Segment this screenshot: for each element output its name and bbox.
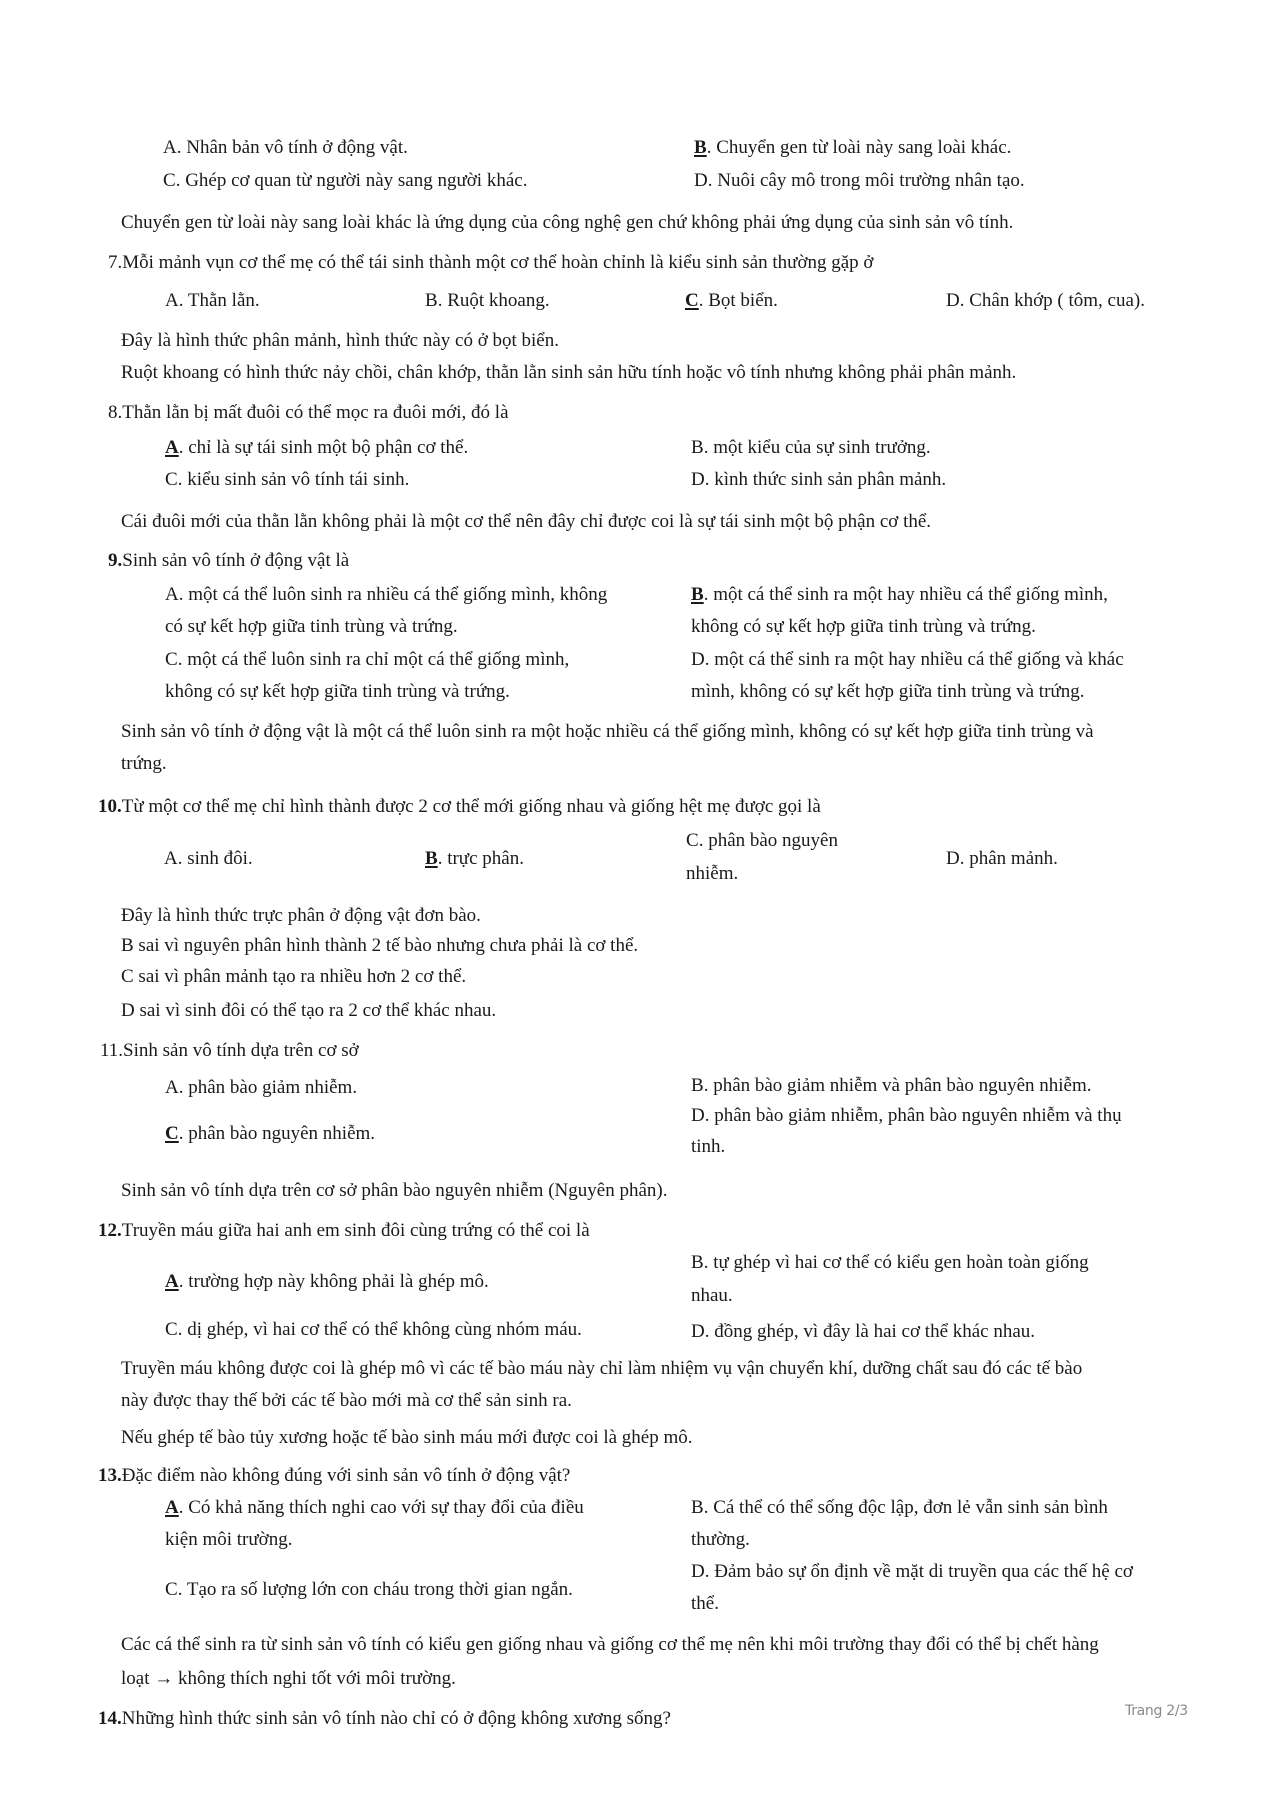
q13-option-a-line2: kiện môi trường.	[165, 1529, 293, 1550]
q10-option-d: D. phân mảnh.	[946, 848, 1058, 869]
q13-option-c: C. Tạo ra số lượng lớn con cháu trong thời gian ngắn.	[165, 1579, 573, 1600]
q9-option-a-line2: có sự kết hợp giữa tinh trùng và trứng.	[165, 616, 458, 637]
q9-option-d-line2: mình, không có sự kết hợp giữa tinh trùng và trứng.	[691, 681, 1085, 702]
q7-option-d: D. Chân khớp ( tôm, cua).	[946, 290, 1145, 311]
q11-option-b: B. phân bào giảm nhiễm và phân bào nguyên nhiễm.	[691, 1075, 1092, 1096]
q13-option-d-line2: thể.	[691, 1593, 719, 1614]
q13-option-a-correct-line1: A. Có khả năng thích nghi cao với sự thay đổi của điều	[165, 1497, 584, 1518]
q9-explanation-2: trứng.	[121, 753, 167, 774]
q12-option-a-correct: A. trường hợp này không phải là ghép mô.	[165, 1271, 489, 1292]
q6-option-a: A. Nhân bản vô tính ở động vật.	[163, 137, 408, 158]
q7-option-b: B. Ruột khoang.	[425, 290, 550, 311]
q6-option-d: D. Nuôi cây mô trong môi trường nhân tạo.	[694, 170, 1025, 191]
q8-option-c: C. kiểu sinh sản vô tính tái sinh.	[165, 469, 410, 490]
q13-option-d-line1: D. Đảm bảo sự ổn định về mặt di truyền qua các thế hệ cơ	[691, 1561, 1133, 1582]
q13-option-b-line1: B. Cá thể có thể sống độc lập, đơn lẻ vẫn sinh sản bình	[691, 1497, 1108, 1518]
q9-option-c-line2: không có sự kết hợp giữa tinh trùng và trứng.	[165, 681, 510, 702]
q8-option-b: B. một kiểu của sự sinh trưởng.	[691, 437, 931, 458]
q6-option-c: C. Ghép cơ quan từ người này sang người khác.	[163, 170, 528, 191]
q7-explanation-2: Ruột khoang có hình thức nảy chồi, chân khớp, thằn lằn sinh sản hữu tính hoặc vô tính nhưng không phải phân mảnh.	[121, 362, 1017, 383]
q10-option-c-line1: C. phân bào nguyên	[686, 830, 838, 851]
q10-question: 10.Từ một cơ thể mẹ chỉ hình thành được 2 cơ thể mới giống nhau và giống hệt mẹ được gọi là	[98, 796, 821, 817]
q13-explanation-2: loạt → không thích nghi tốt với môi trường.	[121, 1668, 456, 1689]
q8-explanation: Cái đuôi mới của thằn lằn không phải là một cơ thể nên đây chỉ được coi là sự tái sinh một bộ phận cơ thể.	[121, 511, 932, 532]
page-number: Trang 2/3	[1125, 1703, 1188, 1719]
q7-explanation-1: Đây là hình thức phân mảnh, hình thức này có ở bọt biển.	[121, 330, 559, 351]
q10-option-c-line2: nhiễm.	[686, 863, 739, 884]
q9-question: 9.Sinh sản vô tính ở động vật là	[108, 550, 350, 571]
q11-option-d-line2: tinh.	[691, 1136, 726, 1157]
q10-explanation-3: C sai vì phân mảnh tạo ra nhiều hơn 2 cơ thể.	[121, 966, 467, 987]
q11-question: 11.Sinh sản vô tính dựa trên cơ sở	[100, 1040, 359, 1061]
q7-option-a: A. Thằn lằn.	[165, 290, 260, 311]
q9-option-d-line1: D. một cá thể sinh ra một hay nhiều cá thể giống và khác	[691, 649, 1124, 670]
q12-explanation-1: Truyền máu không được coi là ghép mô vì các tế bào máu này chỉ làm nhiệm vụ vận chuyển khí, dưỡng chất sau đó các tế bào	[121, 1358, 1083, 1379]
q12-explanation-2: này được thay thế bởi các tế bào mới mà cơ thể sản sinh ra.	[121, 1390, 572, 1411]
q13-explanation-1: Các cá thể sinh ra từ sinh sản vô tính có kiểu gen giống nhau và giống cơ thể mẹ nên khi môi trường thay đổi có thể bị chết hàng	[121, 1634, 1099, 1655]
q9-option-b-line2: không có sự kết hợp giữa tinh trùng và trứng.	[691, 616, 1036, 637]
q7-option-c-correct: C. Bọt biển.	[685, 290, 778, 311]
q10-explanation-1: Đây là hình thức trực phân ở động vật đơn bào.	[121, 905, 481, 926]
q9-explanation-1: Sinh sản vô tính ở động vật là một cá thể luôn sinh ra một hoặc nhiều cá thể giống mình, không có sự kết hợp giữa tinh trùng và	[121, 721, 1094, 742]
q13-option-b-line2: thường.	[691, 1529, 750, 1550]
q12-explanation-3: Nếu ghép tế bào tủy xương hoặc tế bào sinh máu mới được coi là ghép mô.	[121, 1427, 693, 1448]
q11-explanation: Sinh sản vô tính dựa trên cơ sở phân bào nguyên nhiễm (Nguyên phân).	[121, 1180, 668, 1201]
q10-option-b-correct: B. trực phân.	[425, 848, 524, 869]
q6-option-b-correct: B. Chuyển gen từ loài này sang loài khác.	[694, 137, 1012, 158]
q13-question: 13.Đặc điểm nào không đúng với sinh sản vô tính ở động vật?	[98, 1465, 571, 1486]
q12-option-d: D. đồng ghép, vì đây là hai cơ thể khác nhau.	[691, 1321, 1036, 1342]
q12-option-c: C. dị ghép, vì hai cơ thể có thể không cùng nhóm máu.	[165, 1319, 582, 1340]
q8-question: 8.Thằn lằn bị mất đuôi có thể mọc ra đuôi mới, đó là	[108, 402, 509, 423]
q14-question: 14.Những hình thức sinh sản vô tính nào chỉ có ở động không xương sống?	[98, 1708, 671, 1729]
q8-option-d: D. kình thức sinh sản phân mảnh.	[691, 469, 947, 490]
q6-explanation: Chuyển gen từ loài này sang loài khác là ứng dụng của công nghệ gen chứ không phải ứng dụng của sinh sản vô tính.	[121, 212, 1014, 233]
q9-option-a-line1: A. một cá thể luôn sinh ra nhiều cá thể giống mình, không	[165, 584, 608, 605]
q10-option-a: A. sinh đôi.	[164, 848, 253, 869]
q9-option-b-correct-line1: B. một cá thể sinh ra một hay nhiều cá thể giống mình,	[691, 584, 1108, 605]
q12-question: 12.Truyền máu giữa hai anh em sinh đôi cùng trứng có thể coi là	[98, 1220, 590, 1241]
q11-option-d-line1: D. phân bào giảm nhiễm, phân bào nguyên nhiễm và thụ	[691, 1105, 1122, 1126]
q7-question: 7.Mỗi mảnh vụn cơ thể mẹ có thể tái sinh thành một cơ thể hoàn chỉnh là kiểu sinh sản thường gặp ở	[108, 252, 874, 273]
q10-explanation-2: B sai vì nguyên phân hình thành 2 tế bào nhưng chưa phải là cơ thể.	[121, 935, 639, 956]
q12-option-b-line1: B. tự ghép vì hai cơ thể có kiểu gen hoàn toàn giống	[691, 1252, 1089, 1273]
q11-option-c-correct: C. phân bào nguyên nhiễm.	[165, 1123, 376, 1144]
q12-option-b-line2: nhau.	[691, 1285, 733, 1306]
q9-option-c-line1: C. một cá thể luôn sinh ra chỉ một cá thể giống mình,	[165, 649, 570, 670]
q8-option-a-correct: A. chỉ là sự tái sinh một bộ phận cơ thể.	[165, 437, 469, 458]
q11-option-a: A. phân bào giảm nhiễm.	[165, 1077, 358, 1098]
q10-explanation-4: D sai vì sinh đôi có thể tạo ra 2 cơ thể khác nhau.	[121, 1000, 497, 1021]
